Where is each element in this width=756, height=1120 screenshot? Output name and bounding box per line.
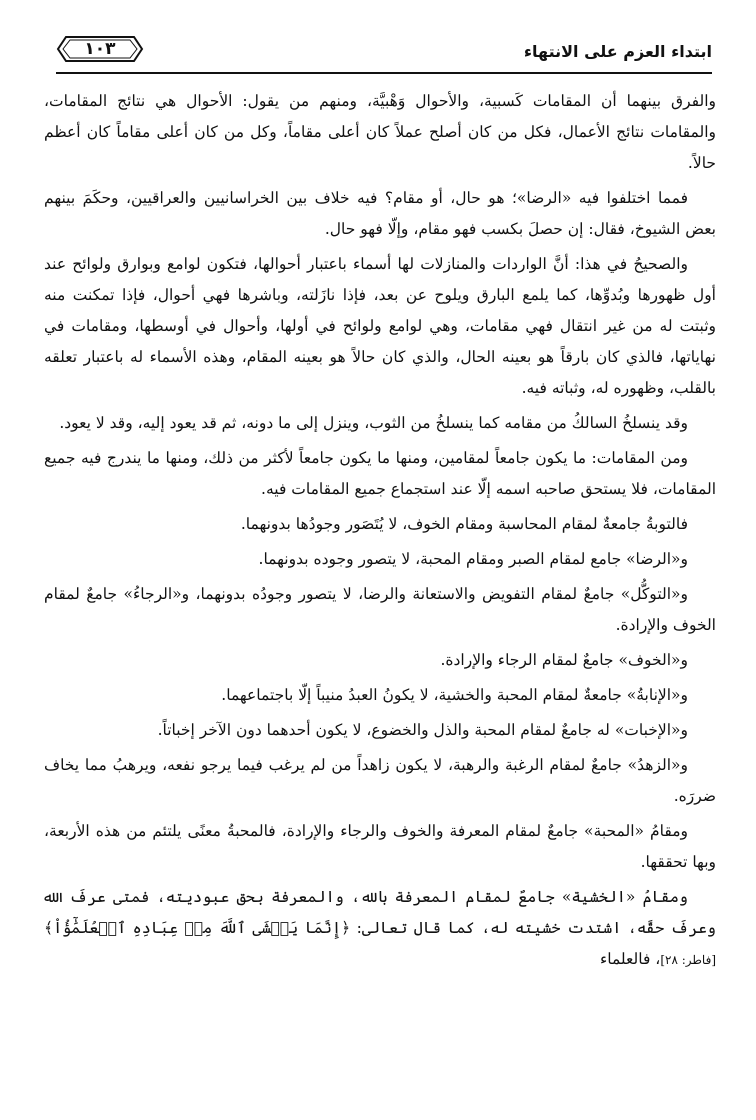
paragraph-text: ومقامُ «الخشية» جامعٌ لمقام المعرفة بالله، والمعرفة بحق عبوديته، فمتى عرفَ الله وعرفَ حقَّه، اشتدت خشيته له، كما قال تعالى: bbox=[44, 888, 716, 937]
paragraph: و«الخوف» جامعٌ لمقام الرجاء والإرادة. bbox=[440, 651, 688, 669]
quran-verse: ﴿إِنَّمَا يَخۡشَى ٱللَّهَ مِنۡ عِبَادِهِ ٱلۡعُلَمَٰٓؤُاْ﴾ bbox=[44, 919, 351, 937]
paragraph: فمما اختلفوا فيه «الرضا»؛ هو حال، أو مقام؟ فيه خلاف بين الخراسانيين والعراقيين، وحكَمَ بينهم بعض الشيوخ، فقال: إن حصلَ بكسب فهو مقام، وإلّا فهو حال. bbox=[44, 189, 716, 238]
header-divider bbox=[56, 72, 712, 74]
page-number-ornament bbox=[56, 34, 144, 64]
paragraph: وقد ينسلخُ السالكُ من مقامه كما ينسلخُ من الثوب، وينزل إلى ما دونه، ثم قد يعود إليه، وقد لا يعود. bbox=[59, 414, 688, 432]
paragraph: فالتوبةُ جامعةٌ لمقام المحاسبة ومقام الخوف، لا يُتَصَور وجودُها بدونهما. bbox=[240, 515, 688, 533]
paragraph: و«الإنابةُ» جامعةٌ لمقام المحبة والخشية، لا يكونُ العبدُ منيباً إلّا باجتماعهما. bbox=[221, 686, 688, 704]
page-header bbox=[56, 30, 712, 70]
paragraph: و«الإخبات» له جامعٌ لمقام المحبة والذل والخضوع، لا يكون أحدهما دون الآخر إخباتاً. bbox=[157, 721, 688, 739]
paragraph: ومن المقامات: ما يكون جامعاً لمقامين، ومنها ما يكون جامعاً لأكثر من ذلك، ومنها ما يندرج فيه جميع المقامات، فلا يستحق صاحبه اسمه إلّا عند استجماع جميع المقامات فيه. bbox=[44, 449, 716, 498]
running-title: ابتداء العزم على الانتهاء bbox=[523, 42, 712, 61]
paragraph: والصحيحُ في هذا: أنَّ الواردات والمنازلات لها أسماء باعتبار أحوالها، فتكون لوامع وبوارق ولوائح عند أول ظهورها وبُدوِّها، كما يلمع البارق ويلوح عن بعد، فإذا نازَلته، وباشرها فهي أحوال، فإذا تمكنت منه وثبتت له من غير انتقال فهي مقامات، وهي لوامع ولوائح في أولها، وأحوال في أوسطها، ومقامات في نهاياتها، فالذي كان بارقاً هو بعينه الحال، والذي كان حالاً هو بعينه المقام، وهذه الأسماء له باعتبار تعلقه بالقلب، وظهوره له، وثباته فيه. bbox=[44, 255, 716, 397]
paragraph: والفرق بينهما أن المقامات كَسبية، والأحوال وَهْبيَّة، ومنهم من يقول: الأحوال هي نتائج المقامات، والمقامات نتائج الأعمال، فكل من كان أصلح عملاً كان أعلى مقاماً، وكل من كان أعلى مقاماً كان أعظم حالاً. bbox=[44, 92, 716, 172]
paragraph: ومقامُ «المحبة» جامعٌ لمقام المعرفة والخوف والرجاء والإرادة، فالمحبةُ معنًى يلتئم من هذه الأربعة، وبها تحققها. bbox=[44, 822, 716, 871]
page-number: ١٠٣ bbox=[84, 39, 116, 59]
paragraph-with-verse bbox=[44, 882, 716, 976]
paragraph: و«الرضا» جامع لمقام الصبر ومقام المحبة، لا يتصور وجوده بدونهما. bbox=[258, 550, 688, 568]
main-text bbox=[44, 86, 716, 980]
paragraph: و«التوكُّل» جامعٌ لمقام التفويض والاستعانة والرضا، لا يتصور وجودُه بدونهما، و«الرجاءُ» جامعٌ لمقام الخوف والإرادة. bbox=[44, 585, 716, 634]
trailing-text: ، فالعلماء bbox=[599, 950, 661, 968]
verse-citation: [فاطر: ٢٨] bbox=[660, 953, 716, 967]
paragraph: و«الزهدُ» جامعٌ لمقام الرغبة والرهبة، لا يكون زاهداً من لم يرغب فيما يرجو نفعه، ويرهبُ مما يخاف ضررَه. bbox=[44, 756, 716, 805]
